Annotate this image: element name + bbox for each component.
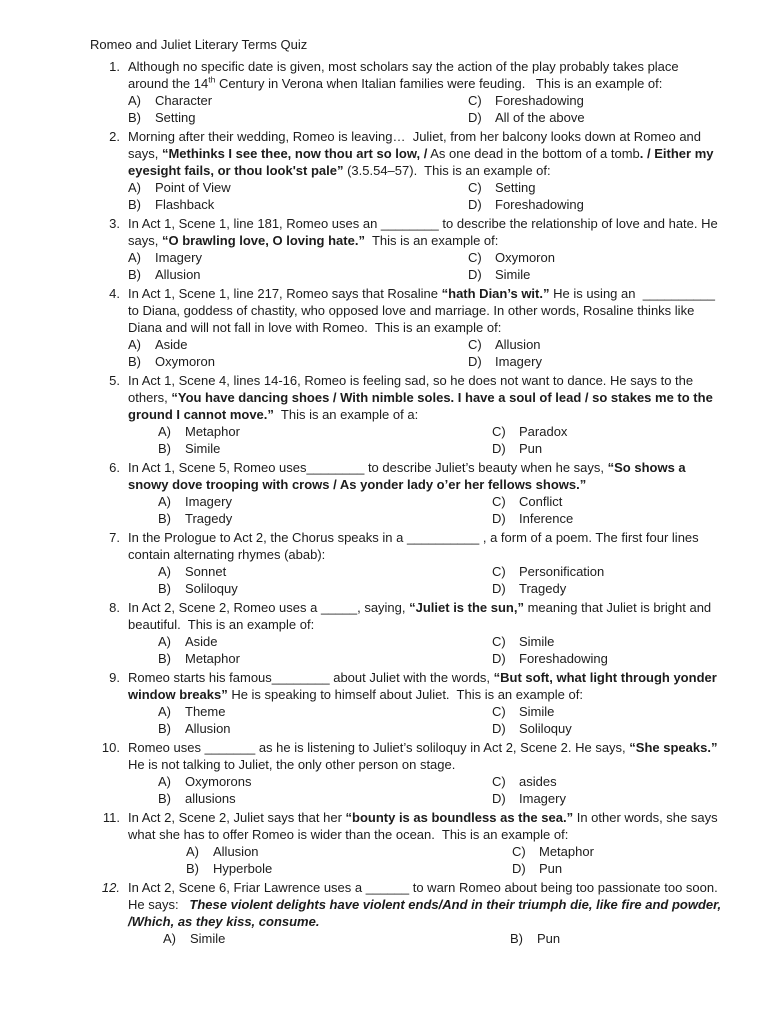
option-letter: C) bbox=[492, 494, 506, 509]
option-letter: D) bbox=[492, 651, 506, 666]
answer-option-c bbox=[492, 633, 554, 650]
answer-option-row bbox=[128, 650, 722, 667]
answer-option-a bbox=[158, 563, 226, 580]
answer-option-b bbox=[128, 109, 195, 126]
option-letter: A) bbox=[158, 424, 171, 439]
option-text: Inference bbox=[519, 511, 574, 526]
question-text-segment: In Act 1, Scene 4, lines 14-16, Romeo is feeling sad, so he does not want to dance. He says to the others, bbox=[128, 373, 697, 405]
option-text: Simile bbox=[519, 634, 555, 649]
answer-options bbox=[128, 179, 722, 213]
option-text: Sonnet bbox=[185, 564, 227, 579]
question-8 bbox=[90, 599, 722, 667]
answer-option-row bbox=[128, 930, 722, 947]
answer-option-d bbox=[468, 109, 585, 126]
option-text: Metaphor bbox=[185, 651, 240, 666]
question-text-segment: In Act 1, Scene 5, Romeo uses________ to describe Juliet’s beauty when he says, bbox=[128, 460, 608, 475]
question-content bbox=[128, 128, 722, 213]
question-text-segment: “But soft, what light through yonder window breaks” bbox=[128, 670, 721, 702]
answer-options bbox=[128, 843, 722, 877]
question-content bbox=[128, 459, 722, 527]
option-letter: B) bbox=[186, 861, 199, 876]
question-text bbox=[128, 809, 722, 843]
option-letter: A) bbox=[128, 180, 141, 195]
option-letter: B) bbox=[158, 791, 171, 806]
option-text: Allusion bbox=[495, 337, 541, 352]
option-text: Flashback bbox=[155, 197, 215, 212]
question-text-segment: “So shows a snowy dove trooping with crows / As yonder lady o’er her fellows shows.” bbox=[128, 460, 690, 492]
answer-option-a bbox=[128, 179, 231, 196]
question-text-segment: “Methinks I see thee, now thou art so low, / bbox=[161, 146, 428, 161]
answer-option-d bbox=[492, 510, 573, 527]
question-text-segment: Romeo starts his famous________ about Juliet with the words, bbox=[128, 670, 494, 685]
question-4 bbox=[90, 285, 722, 370]
option-letter: C) bbox=[468, 337, 482, 352]
answer-option-a bbox=[128, 92, 212, 109]
answer-option-d bbox=[492, 440, 542, 457]
question-content bbox=[128, 809, 722, 877]
option-letter: B) bbox=[158, 651, 171, 666]
answer-options bbox=[128, 563, 722, 597]
answer-option-b bbox=[128, 196, 214, 213]
answer-options bbox=[128, 92, 722, 126]
option-text: Pun bbox=[519, 441, 543, 456]
question-text-segment: . / Either my eyesight fails, or thou look'st pale” bbox=[128, 146, 718, 178]
question-text-segment: In Act 2, Scene 2, Juliet says that her bbox=[128, 810, 346, 825]
answer-option-b bbox=[186, 860, 272, 877]
answer-option-a bbox=[158, 493, 232, 510]
question-text-segment: Romeo uses _______ as he is listening to Juliet’s soliloquy in Act 2, Scene 2. He says, bbox=[128, 740, 630, 755]
option-letter: B) bbox=[128, 110, 141, 125]
option-text: Setting bbox=[155, 110, 196, 125]
question-content bbox=[128, 599, 722, 667]
answer-option-row bbox=[128, 266, 722, 283]
question-text-segment: In Act 2, Scene 6, Friar Lawrence uses a ______ to warn Romeo about being too passionate too soon. He says: bbox=[128, 880, 722, 912]
option-text: Foreshadowing bbox=[519, 651, 608, 666]
answer-option-a bbox=[163, 930, 225, 947]
answer-option-row bbox=[128, 336, 722, 353]
answer-option-b bbox=[158, 650, 240, 667]
question-text-segment: This is an example of: bbox=[364, 233, 499, 248]
answer-options bbox=[128, 493, 722, 527]
question-text-segment: “hath Dian’s wit.” bbox=[441, 286, 550, 301]
question-text-segment: In Act 1, Scene 1, line 217, Romeo says that Rosaline bbox=[128, 286, 442, 301]
answer-option-row bbox=[128, 92, 722, 109]
answer-option-d bbox=[468, 196, 584, 213]
question-text-segment: meaning that Juliet is bright and beautiful. This is an example of: bbox=[128, 600, 715, 632]
answer-option-a bbox=[158, 633, 218, 650]
answer-option-b bbox=[158, 720, 231, 737]
option-letter: A) bbox=[128, 250, 141, 265]
answer-options bbox=[128, 773, 722, 807]
superscript-text: th bbox=[208, 74, 216, 85]
answer-option-b bbox=[158, 580, 238, 597]
option-letter: C) bbox=[492, 704, 506, 719]
question-text-segment: In Act 1, Scene 1, line 181, Romeo uses an ________ to describe the relationship of love and hate. He says, bbox=[128, 216, 722, 248]
option-letter: C) bbox=[492, 774, 506, 789]
answer-option-c bbox=[492, 703, 554, 720]
question-text-segment: In other words, she says what she has to offer Romeo is wider than the ocean. This is an example of: bbox=[128, 810, 722, 842]
answer-option-d bbox=[512, 860, 562, 877]
option-text: Foreshadowing bbox=[495, 93, 584, 108]
answer-option-a bbox=[128, 249, 202, 266]
question-text-segment: (3.5.54–57). This is an example of: bbox=[343, 163, 551, 178]
option-text: Imagery bbox=[185, 494, 232, 509]
question-10 bbox=[90, 739, 722, 807]
answer-option-row bbox=[128, 353, 722, 370]
question-content bbox=[128, 58, 722, 126]
question-number: 5. bbox=[109, 373, 120, 388]
option-letter: C) bbox=[492, 424, 506, 439]
question-number: 3. bbox=[109, 216, 120, 231]
option-letter: D) bbox=[492, 581, 506, 596]
question-number: 10. bbox=[101, 740, 120, 755]
question-12 bbox=[90, 879, 725, 947]
option-letter: D) bbox=[512, 861, 526, 876]
option-letter: A) bbox=[128, 93, 141, 108]
question-text bbox=[128, 529, 722, 563]
answer-option-row bbox=[128, 440, 722, 457]
answer-option-row bbox=[128, 703, 722, 720]
option-text: Metaphor bbox=[539, 844, 594, 859]
option-text: Oxymoron bbox=[495, 250, 555, 265]
question-content bbox=[128, 739, 722, 807]
question-content bbox=[128, 215, 722, 283]
answer-option-row bbox=[128, 563, 722, 580]
question-7 bbox=[90, 529, 722, 597]
question-text bbox=[128, 669, 722, 703]
option-text: Foreshadowing bbox=[495, 197, 584, 212]
option-letter: D) bbox=[468, 354, 482, 369]
question-content bbox=[128, 285, 722, 370]
answer-option-row bbox=[128, 493, 722, 510]
answer-option-c bbox=[492, 493, 562, 510]
option-text: Personification bbox=[519, 564, 605, 579]
question-text bbox=[128, 879, 725, 930]
question-5 bbox=[90, 372, 722, 457]
answer-options bbox=[128, 633, 722, 667]
option-letter: D) bbox=[492, 441, 506, 456]
question-text bbox=[128, 372, 722, 423]
question-content bbox=[128, 669, 722, 737]
option-text: Oxymoron bbox=[155, 354, 215, 369]
answer-option-d bbox=[468, 353, 542, 370]
answer-option-row bbox=[128, 249, 722, 266]
answer-option-b bbox=[158, 790, 236, 807]
option-text: Allusion bbox=[213, 844, 259, 859]
question-text-segment: He is using an __________ to Diana, goddess of chastity, who opposed love and marriage. In other words, Rosaline thinks like Diana and will not fall in love with Romeo. This is an example of: bbox=[128, 286, 723, 335]
question-9 bbox=[90, 669, 722, 737]
option-letter: A) bbox=[128, 337, 141, 352]
option-text: Simile bbox=[495, 267, 531, 282]
option-letter: D) bbox=[492, 721, 506, 736]
question-content bbox=[128, 529, 722, 597]
answer-option-row bbox=[128, 510, 722, 527]
question-text-segment: As one dead in the bottom of a tomb bbox=[427, 146, 640, 161]
question-1 bbox=[90, 58, 722, 126]
question-text-segment: Morning after their wedding, Romeo is leaving… Juliet, from her balcony looks down at Romeo and says, bbox=[128, 129, 705, 161]
answer-options bbox=[128, 930, 722, 947]
option-text: Simile bbox=[185, 441, 221, 456]
question-content bbox=[128, 879, 725, 947]
answer-option-b bbox=[158, 440, 220, 457]
option-letter: B) bbox=[510, 931, 523, 946]
option-letter: B) bbox=[128, 267, 141, 282]
option-text: Point of View bbox=[155, 180, 231, 195]
answer-option-row bbox=[128, 196, 722, 213]
answer-option-row bbox=[128, 109, 722, 126]
question-text bbox=[128, 739, 722, 773]
answer-option-a bbox=[158, 703, 225, 720]
answer-option-row bbox=[128, 580, 722, 597]
option-text: Paradox bbox=[519, 424, 568, 439]
option-text: Allusion bbox=[155, 267, 201, 282]
question-text-segment: “bounty is as boundless as the sea.” bbox=[345, 810, 574, 825]
option-letter: D) bbox=[492, 511, 506, 526]
answer-option-a bbox=[158, 423, 240, 440]
question-number: 2. bbox=[109, 129, 120, 144]
answer-options bbox=[128, 703, 722, 737]
option-letter: A) bbox=[158, 774, 171, 789]
answer-options bbox=[128, 423, 722, 457]
answer-option-row bbox=[128, 790, 722, 807]
answer-option-d bbox=[492, 790, 566, 807]
option-letter: D) bbox=[468, 267, 482, 282]
option-letter: B) bbox=[128, 354, 141, 369]
question-text bbox=[128, 599, 722, 633]
option-letter: C) bbox=[512, 844, 526, 859]
option-text: Oxymorons bbox=[185, 774, 252, 789]
question-text bbox=[128, 128, 722, 179]
question-number: 12. bbox=[101, 880, 120, 895]
question-text bbox=[128, 285, 722, 336]
option-text: Theme bbox=[185, 704, 226, 719]
question-text-segment: These violent delights have violent ends/And in their triumph die, like fire and powder, /Which, as they kiss, consume. bbox=[128, 897, 725, 929]
option-letter: C) bbox=[492, 634, 506, 649]
option-letter: A) bbox=[158, 564, 171, 579]
answer-option-c bbox=[492, 773, 557, 790]
question-number: 7. bbox=[109, 530, 120, 545]
option-letter: A) bbox=[158, 634, 171, 649]
answer-option-a bbox=[186, 843, 259, 860]
option-letter: B) bbox=[158, 581, 171, 596]
question-list bbox=[90, 58, 725, 947]
option-letter: A) bbox=[158, 704, 171, 719]
option-text: Pun bbox=[537, 931, 561, 946]
option-text: Imagery bbox=[519, 791, 566, 806]
answer-option-b bbox=[510, 930, 560, 947]
option-text: Hyperbole bbox=[213, 861, 273, 876]
question-text-segment: “Juliet is the sun,” bbox=[409, 600, 524, 615]
question-3 bbox=[90, 215, 722, 283]
option-text: allusions bbox=[185, 791, 236, 806]
answer-option-d bbox=[468, 266, 530, 283]
option-text: Simile bbox=[519, 704, 555, 719]
option-letter: D) bbox=[468, 197, 482, 212]
answer-option-d bbox=[492, 650, 608, 667]
answer-option-c bbox=[492, 563, 604, 580]
answer-option-row bbox=[128, 179, 722, 196]
answer-option-c bbox=[512, 843, 594, 860]
question-text-segment: He is speaking to himself about Juliet. This is an example of: bbox=[227, 687, 583, 702]
question-number: 6. bbox=[109, 460, 120, 475]
answer-option-b bbox=[158, 510, 232, 527]
option-letter: C) bbox=[468, 250, 482, 265]
option-text: Setting bbox=[495, 180, 536, 195]
option-text: Imagery bbox=[495, 354, 542, 369]
question-number: 4. bbox=[109, 286, 120, 301]
answer-option-row bbox=[128, 843, 722, 860]
answer-option-row bbox=[128, 633, 722, 650]
option-text: Aside bbox=[155, 337, 188, 352]
question-text-segment: “O brawling love, O loving hate.” bbox=[161, 233, 365, 248]
answer-option-c bbox=[468, 249, 555, 266]
option-text: All of the above bbox=[495, 110, 585, 125]
option-letter: B) bbox=[128, 197, 141, 212]
answer-option-row bbox=[128, 773, 722, 790]
option-text: Metaphor bbox=[185, 424, 240, 439]
answer-options bbox=[128, 249, 722, 283]
answer-option-row bbox=[128, 860, 722, 877]
question-text-segment: In Act 2, Scene 2, Romeo uses a _____, saying, bbox=[128, 600, 410, 615]
question-text bbox=[128, 215, 722, 249]
question-text-segment: Although no specific date is given, most scholars say the action of the play probably takes place around the 14 bbox=[128, 59, 683, 91]
question-text-segment: He is not talking to Juliet, the only other person on stage. bbox=[128, 740, 722, 772]
answer-option-a bbox=[158, 773, 251, 790]
question-number: 1. bbox=[109, 59, 120, 74]
answer-option-d bbox=[492, 720, 572, 737]
option-letter: D) bbox=[468, 110, 482, 125]
option-text: Tragedy bbox=[185, 511, 233, 526]
answer-option-b bbox=[128, 353, 215, 370]
page-title: Romeo and Juliet Literary Terms Quiz bbox=[90, 37, 308, 52]
answer-option-c bbox=[468, 179, 535, 196]
question-text bbox=[128, 58, 722, 92]
answer-option-c bbox=[468, 336, 541, 353]
question-text-segment: Century in Verona when Italian families were feuding. This is an example of: bbox=[215, 76, 663, 91]
option-text: asides bbox=[519, 774, 557, 789]
option-letter: C) bbox=[468, 93, 482, 108]
answer-option-row bbox=[128, 423, 722, 440]
question-text-segment: “She speaks.” bbox=[629, 740, 718, 755]
question-text-segment: In the Prologue to Act 2, the Chorus speaks in a __________ , a form of a poem. The first four lines contain alternating rhymes (abab): bbox=[128, 530, 703, 562]
answer-option-b bbox=[128, 266, 201, 283]
answer-option-row bbox=[128, 720, 722, 737]
answer-option-a bbox=[128, 336, 188, 353]
option-letter: D) bbox=[492, 791, 506, 806]
option-text: Allusion bbox=[185, 721, 231, 736]
question-11 bbox=[90, 809, 722, 877]
question-text-segment: “You have dancing shoes / With nimble soles. I have a soul of lead / so stakes me to the ground I cannot move.” bbox=[128, 390, 717, 422]
option-text: Simile bbox=[190, 931, 226, 946]
answer-options bbox=[128, 336, 722, 370]
answer-option-c bbox=[468, 92, 584, 109]
option-text: Soliloquy bbox=[519, 721, 572, 736]
option-text: Imagery bbox=[155, 250, 202, 265]
option-letter: B) bbox=[158, 441, 171, 456]
option-letter: B) bbox=[158, 721, 171, 736]
question-text bbox=[128, 459, 722, 493]
question-content bbox=[128, 372, 722, 457]
option-letter: C) bbox=[468, 180, 482, 195]
question-number: 9. bbox=[109, 670, 120, 685]
option-letter: C) bbox=[492, 564, 506, 579]
question-6 bbox=[90, 459, 722, 527]
option-letter: B) bbox=[158, 511, 171, 526]
option-letter: A) bbox=[163, 931, 176, 946]
question-text-segment: This is an example of a: bbox=[273, 407, 419, 422]
option-text: Conflict bbox=[519, 494, 563, 509]
answer-option-d bbox=[492, 580, 566, 597]
option-text: Pun bbox=[539, 861, 563, 876]
question-number: 11. bbox=[102, 810, 120, 825]
option-letter: A) bbox=[186, 844, 199, 859]
question-number: 8. bbox=[109, 600, 120, 615]
option-letter: A) bbox=[158, 494, 171, 509]
option-text: Aside bbox=[185, 634, 218, 649]
option-text: Soliloquy bbox=[185, 581, 238, 596]
question-2 bbox=[90, 128, 722, 213]
option-text: Tragedy bbox=[519, 581, 567, 596]
answer-option-c bbox=[492, 423, 567, 440]
option-text: Character bbox=[155, 93, 213, 108]
